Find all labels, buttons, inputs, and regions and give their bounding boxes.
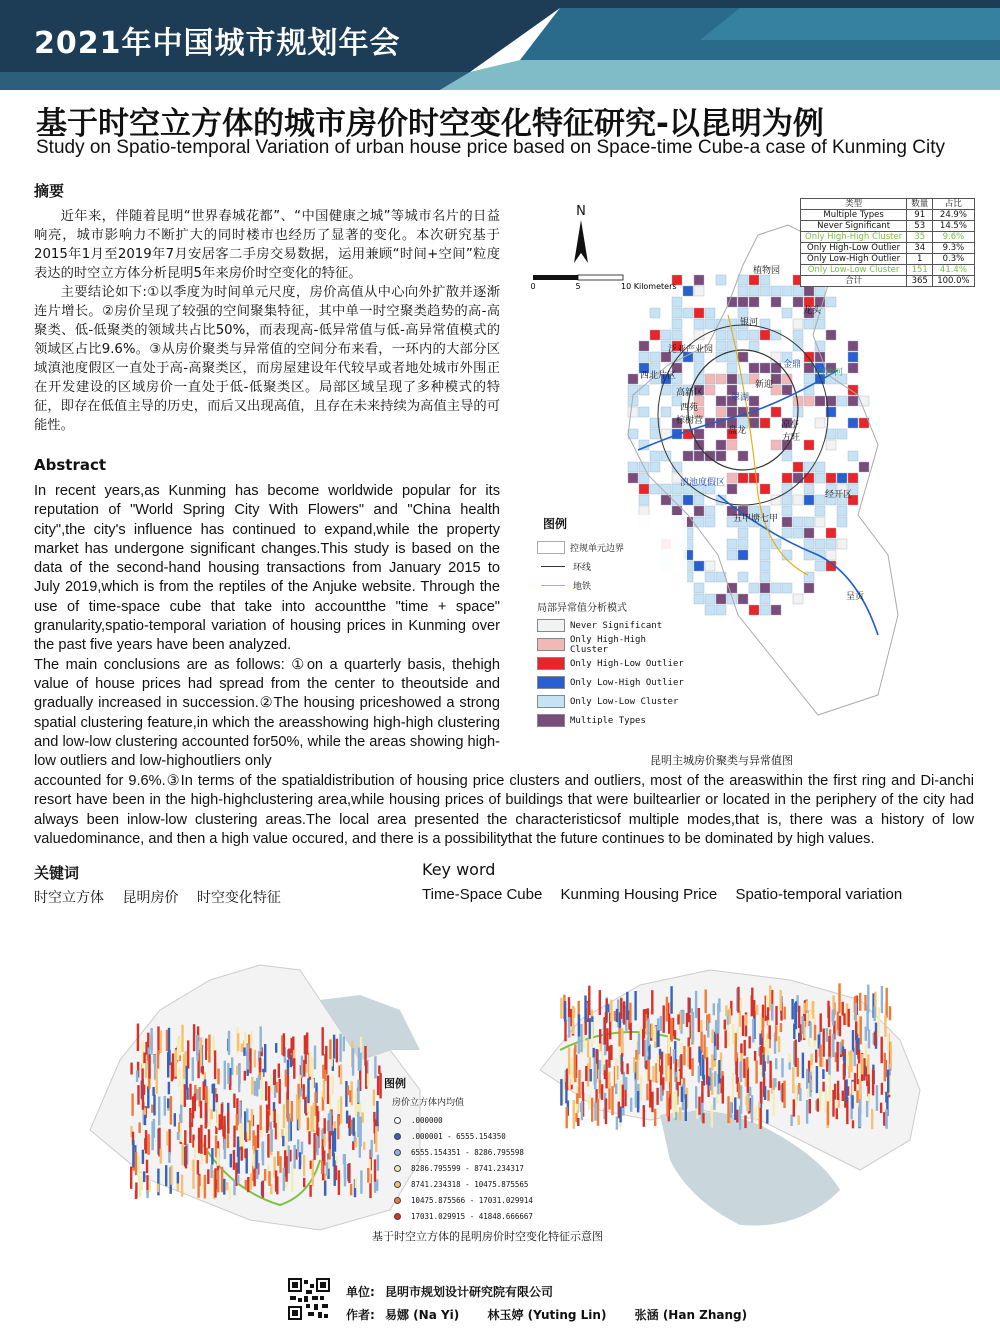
legend-label: 10475.875566 - 17031.029914 bbox=[411, 1195, 533, 1205]
table-cell-pct: 14.5% bbox=[933, 221, 974, 232]
legend-item bbox=[537, 635, 687, 654]
keyword-cn: 时空变化特征 bbox=[196, 890, 281, 906]
keyword-cn: 昆明房价 bbox=[122, 890, 179, 906]
author-name: 易娜 (Na Yi) bbox=[385, 1308, 460, 1322]
north-arrow-icon bbox=[574, 220, 588, 263]
place-label: 西苑 bbox=[680, 403, 699, 413]
place-label: 呈贡 bbox=[846, 592, 865, 602]
qr-code-icon bbox=[288, 1278, 330, 1320]
place-label: 七甲 bbox=[760, 514, 779, 524]
keyword-cn: 时空立方体 bbox=[34, 890, 104, 906]
legend-item bbox=[384, 1208, 533, 1224]
legend-label: Multiple Types bbox=[570, 715, 646, 726]
metro-line bbox=[541, 585, 565, 586]
north-label: N bbox=[576, 204, 586, 219]
legend-item bbox=[537, 557, 687, 576]
legend-label: 环线 bbox=[573, 563, 592, 573]
map2-caption: 基于时空立方体的昆明房价时空变化特征示意图 bbox=[372, 1230, 603, 1243]
legend-dot bbox=[394, 1165, 401, 1172]
table-row bbox=[801, 221, 975, 232]
table-cell-count: 151 bbox=[907, 265, 933, 276]
legend-swatch bbox=[537, 657, 565, 670]
table-cell-count: 91 bbox=[907, 210, 933, 221]
table-cell-pct: 9.6% bbox=[933, 232, 974, 243]
place-label: 高新区 bbox=[676, 388, 704, 398]
place-label: 泛亚产业园 bbox=[668, 345, 714, 355]
conference-title: 2021年中国城市规划年会 bbox=[34, 26, 401, 61]
table-cell-count: 34 bbox=[907, 243, 933, 254]
footer-unit bbox=[346, 1283, 553, 1300]
table-cell-type: Only Low-Low Cluster bbox=[801, 265, 907, 276]
table-cell-pct: 9.3% bbox=[933, 243, 974, 254]
legend-item bbox=[537, 654, 687, 673]
legend-item bbox=[537, 692, 687, 711]
table-row bbox=[801, 254, 975, 265]
table-row bbox=[801, 210, 975, 221]
keyword-en: Kunming Housing Price bbox=[560, 886, 718, 903]
table-cell-pct: 0.3% bbox=[933, 254, 974, 265]
abstract-cn-para2: 主要结论如下:①以季度为时间单元尺度，房价高值从中心向外扩散并逐渐连片增长。②房价呈现了较强的空间聚集特征，其中单一时空聚类趋势的高-高聚类、低-低聚类的领域共占比50%，而表现高-低异常值与低-高异常值模式的领域区占比9.6%。③从房价聚类与异常值的空间分布来看，一环内的大部分区域滇池度假区一直处于高-高聚类区，而房屋建设年代较早或者地处城市外围正在开发建设的区域房价一直处于低-低聚类区。局部区域呈现了多种模式的特征，即存在低值主导的历史，而后又出现高值，且存在未来持续为高值主导的可能性。 bbox=[34, 285, 500, 433]
place-label: 植物园 bbox=[753, 266, 781, 276]
table-cell-pct: 100.0% bbox=[933, 276, 974, 287]
place-label: 五甲塘 bbox=[733, 514, 761, 524]
legend-dot bbox=[394, 1213, 401, 1220]
legend-item bbox=[384, 1128, 533, 1144]
table-cell-count: 1 bbox=[907, 254, 933, 265]
legend-label: Never Significant bbox=[570, 620, 663, 631]
scale-label: 0 bbox=[530, 282, 536, 291]
legend-title: 图例 bbox=[543, 517, 568, 531]
table-cell-type: Only Low-High Outlier bbox=[801, 254, 907, 265]
legend-dot bbox=[394, 1197, 401, 1204]
table-row bbox=[801, 243, 975, 254]
table-cell-type: Never Significant bbox=[801, 221, 907, 232]
table-row bbox=[801, 276, 975, 287]
abstract-en-part3: accounted for 9.6%.③In terms of the spatialdistribution of housing price clusters and outliers, most of the areaswithin the first ring and Di-anchi resort have been in the high-highclustering area,while housing prices of buildings that were builtearlier or located in the periphery of the city had always been inlow-low clustering areas.The local area presented the characteristicsof multiple modes,that is, there was a history of low valuedominance, and then a high value occured, and there is a possibilitythat the future continues to be dominated by high values. bbox=[34, 773, 974, 847]
legend-swatch bbox=[537, 695, 565, 708]
place-label: 滇池度假区 bbox=[680, 478, 726, 488]
table-cell-count: 365 bbox=[907, 276, 933, 287]
table-cell-type: Only High-High Cluster bbox=[801, 232, 907, 243]
table-cell-pct: 41.4% bbox=[933, 265, 974, 276]
scale-label: 10 Kilometers bbox=[621, 282, 677, 291]
map1-caption: 昆明主城房价聚类与异常值图 bbox=[650, 754, 793, 767]
legend-dot bbox=[394, 1117, 401, 1124]
boundary-swatch bbox=[537, 541, 565, 554]
legend-item bbox=[537, 576, 687, 595]
map2-legend bbox=[384, 1075, 533, 1224]
ring-road-line bbox=[541, 566, 565, 567]
legend-item bbox=[537, 616, 687, 635]
legend-swatch bbox=[537, 676, 565, 689]
table-cell-count: 35 bbox=[907, 232, 933, 243]
scale-label: 5 bbox=[575, 282, 581, 291]
table-cell-pct: 24.9% bbox=[933, 210, 974, 221]
author-name: 张涵 (Han Zhang) bbox=[634, 1308, 748, 1322]
legend-label: 地铁 bbox=[573, 582, 592, 592]
legend-title: 图例 bbox=[384, 1077, 406, 1090]
table-header-cell: 类型 bbox=[801, 199, 907, 210]
keywords-en-list bbox=[422, 886, 916, 903]
legend-label: 控规单元边界 bbox=[570, 544, 625, 554]
abstract-en-part2: The main conclusions are as follows: ①on a quarterly basis, thehigh value of house prices had spread from the center to theoutside and gradually increased in succession.②The housing priceshowed a strong spatial clustering feature,in which the areasshowing high-high clustering and low-low clustering accounted for50%, while the areas showing high-low outliers and low-highoutliers only bbox=[34, 656, 500, 770]
legend-swatch bbox=[537, 619, 565, 632]
keywords-cn-list bbox=[34, 887, 295, 907]
place-label: 经开区 bbox=[825, 490, 853, 500]
poster-title-en: Study on Spatio-temporal Variation of urban house price based on Space-time Cube-a case of Kunming City bbox=[36, 137, 945, 158]
legend-item bbox=[384, 1112, 533, 1128]
legend-label: 6555.154351 - 8286.795598 bbox=[411, 1147, 524, 1157]
legend-label: Only High-High Cluster bbox=[570, 634, 646, 655]
place-label: 翠湖 bbox=[731, 393, 750, 403]
table-header-cell: 数量 bbox=[907, 199, 933, 210]
legend-item bbox=[384, 1176, 533, 1192]
table-cell-type: Multiple Types bbox=[801, 210, 907, 221]
cluster-stats-table bbox=[800, 198, 975, 287]
legend-item bbox=[384, 1160, 533, 1176]
keywords-cn-heading: 关键词 bbox=[34, 864, 80, 882]
legend-swatch bbox=[537, 714, 565, 727]
legend-label: .000001 - 6555.154350 bbox=[411, 1131, 506, 1141]
place-label: 方旺 bbox=[782, 433, 801, 443]
author-name: 林玉婷 (Yuting Lin) bbox=[487, 1308, 607, 1322]
place-label: 盘龙 bbox=[728, 426, 747, 436]
footer-authors bbox=[346, 1306, 747, 1323]
place-label: 西北片区 bbox=[640, 371, 677, 381]
legend-subtitle: 房价立方体内均值 bbox=[392, 1098, 465, 1108]
unit-name: 昆明市规划设计研究院有限公司 bbox=[385, 1285, 554, 1299]
poster-title-cn: 基于时空立方体的城市房价时空变化特征研究-以昆明为例 bbox=[36, 106, 824, 142]
legend-item bbox=[384, 1144, 533, 1160]
keywords-en-heading: Key word bbox=[422, 860, 496, 879]
abstract-cn-para1: 近年来，伴随着昆明“世界春城花都”、“中国健康之城”等城市名片的日益响亮，城市影响力不断扩大的同时楼市也经历了显著的变化。本次研究基于2015年1月至2019年7月安居客二手房交易数据，运用兼顾“时间+空间”粒度表达的时空立方体分析昆明5年来房价时空变化的特征。 bbox=[34, 209, 500, 281]
keyword-en: Time-Space Cube bbox=[422, 886, 543, 903]
place-label: 银河 bbox=[740, 318, 759, 328]
table-header-cell: 占比 bbox=[933, 199, 974, 210]
table-row bbox=[801, 232, 975, 243]
legend-label: 8286.795599 - 8741.234317 bbox=[411, 1163, 524, 1173]
table-cell-count: 53 bbox=[907, 221, 933, 232]
map1-legend bbox=[537, 515, 687, 730]
legend-dot bbox=[394, 1133, 401, 1140]
legend-item bbox=[384, 1192, 533, 1208]
unit-label: 单位: bbox=[346, 1285, 375, 1299]
legend-item bbox=[537, 711, 687, 730]
legend-label: 8741.234318 - 10475.875565 bbox=[411, 1179, 529, 1189]
legend-subtitle: 局部异常值分析模式 bbox=[537, 603, 627, 614]
table-header-row bbox=[801, 199, 975, 210]
legend-dot bbox=[394, 1149, 401, 1156]
legend-label: 17031.029915 - 41848.666667 bbox=[411, 1211, 533, 1221]
legend-label: Only Low-Low Cluster bbox=[570, 696, 679, 707]
table-cell-type: Only High-Low Outlier bbox=[801, 243, 907, 254]
table-cell-type: 合计 bbox=[801, 276, 907, 287]
place-label: 凉亭 bbox=[781, 420, 800, 430]
abstract-en-part1: In recent years,as Kunming has become worldwide popular for its reputation of "World Spring City With Flowers" and "China health city",the city's influence has continued to expand,while the property market has undergone significant changes.This study is based on the data of the second-hand housing transactions from January 2015 to July 2019,which is from the reptiles of the Anjuke website. Through the use of time-space cube that take into accountthe "time + space" granularity,spatio-temporal variation of housing prices in Kunming over the past five years have been analyzed. bbox=[34, 483, 500, 654]
author-label: 作者: bbox=[346, 1308, 375, 1322]
abstract-en-body bbox=[34, 482, 500, 771]
place-label: 白沙河 bbox=[816, 368, 844, 378]
legend-item bbox=[537, 538, 687, 557]
place-label: 新迎 bbox=[755, 380, 774, 390]
place-label: 龙头 bbox=[803, 306, 822, 316]
abstract-en-heading: Abstract bbox=[34, 456, 107, 474]
legend-label: .000000 bbox=[411, 1115, 443, 1125]
legend-swatch bbox=[537, 638, 565, 651]
legend-label: Only Low-High Outlier bbox=[570, 677, 684, 688]
legend-dot bbox=[394, 1181, 401, 1188]
place-label: 棕树营 bbox=[676, 416, 704, 426]
keyword-en: Spatio-temporal variation bbox=[735, 886, 903, 903]
legend-label: Only High-Low Outlier bbox=[570, 658, 684, 669]
place-label: 金鼎 bbox=[783, 360, 802, 370]
abstract-cn-heading: 摘要 bbox=[34, 182, 65, 200]
abstract-cn-body bbox=[34, 207, 500, 435]
legend-item bbox=[537, 673, 687, 692]
table-row bbox=[801, 265, 975, 276]
